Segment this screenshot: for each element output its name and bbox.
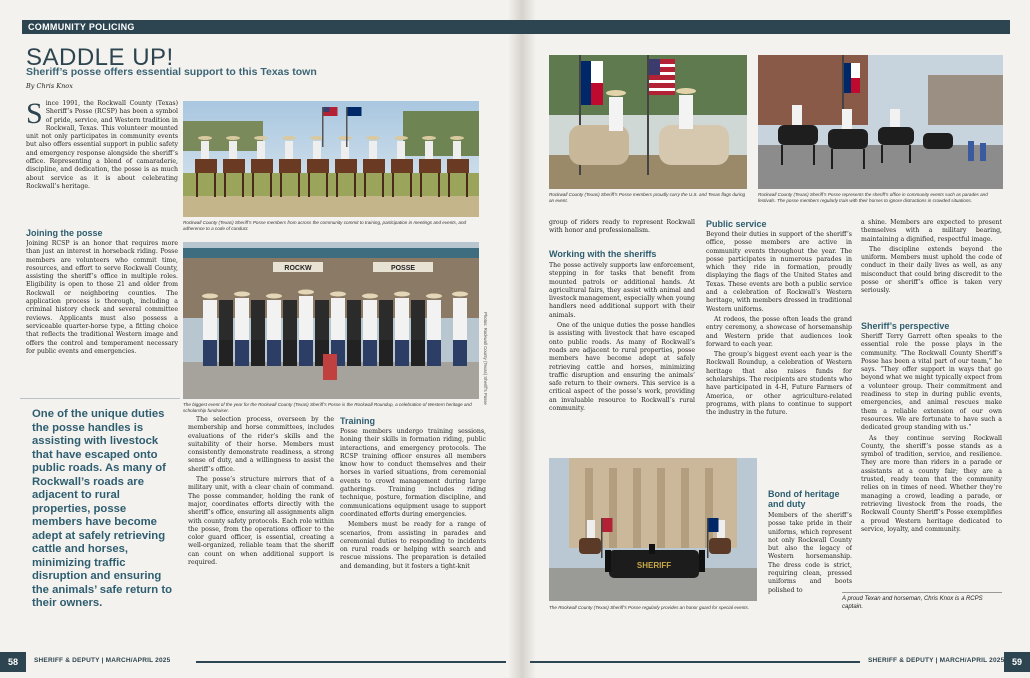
heading-heritage: Bond of heritage and duty xyxy=(768,489,840,509)
page-number-left: 58 xyxy=(0,652,26,672)
sheriff-paragraph-2: As they continue serving Rockwall County, the sheriff’s posse stands as a symbol of tradition, service, and resilience. They are more than riders in a parade or assistants at a county fair; they are a trusted, ready team that the community relies on in times of need. Whether they’re managing a crowd, leading a parade, or retrieving livestock from the roads, the Rockwall County Sheriff’s Posse exemplifies a proud Western heritage dedicated to service, loyalty, and community. xyxy=(861,434,1002,533)
training-paragraph-2: Members must be ready for a range of scenarios, from assisting in parades and ceremonial duties to responding to incidents on rural roads or helping with search and rescue missions. The preparation is detailed and demanding, but it fosters a tight-knit xyxy=(340,521,486,570)
posse-group-illustration xyxy=(183,242,479,399)
page-number-right: 59 xyxy=(1004,652,1030,672)
building-sign-text: ROCKW xyxy=(284,265,312,272)
posse-sign-text: POSSE xyxy=(390,265,416,272)
selection-paragraph-1: The selection process, overseen by the membership and horse committees, includes evaluations of the rider’s skills and the suitability of their horse. Members must consistently demonstrate readiness, a strong sense of duty, and a willingness to assist the sheriff’s office. xyxy=(188,416,334,473)
intro-text xyxy=(26,100,178,220)
training-text xyxy=(340,428,486,618)
article-title: SADDLE UP! xyxy=(26,44,174,71)
publication-right: SHERIFF & DEPUTY | MARCH/APRIL 2025 xyxy=(868,657,1005,664)
training-paragraph-1: Posse members undergo training sessions, honing their skills in formation riding, public interactions, and emergency protocols. The RCSP training officer ensures all members know how to conduct themselves and their horses in varied situations, from ceremonial events to crowd management during large gatherings. Training includes riding technique, posture, formation discipline, and communications equipment usage to support coordinated efforts during emergencies. xyxy=(340,428,486,518)
footer-left xyxy=(0,652,510,672)
photo-posse-group xyxy=(183,242,479,399)
caption-photo1: Rockwall County (Texas) Sheriff’s Posse members from across the community commit to training, participation in meetings and events, and adherence to a code of conduct. xyxy=(183,220,467,231)
author-note: A proud Texan and horseman, Chris Knox is a RCPS captain. xyxy=(842,592,1002,611)
heading-joining: Joining the posse xyxy=(26,228,103,238)
section-header: COMMUNITY POLICING xyxy=(22,20,1010,34)
photo-flag-bearers xyxy=(549,55,747,189)
working-paragraph-1: The posse actively supports law enforcement, stepping in for tasks that benefit from mounted patrols or additional hands. At agricultural fairs, they assist with animal and livestock management, especially when young handlers need additional support with their animals. xyxy=(549,262,695,319)
heritage-paragraph: Members of the sheriff’s posse take pride in their uniforms, which represent not only Rockwall County but also the legacy of Western horsemanship. The dress code is strict, requiring clean, pressed uniforms and boots polished to xyxy=(768,512,852,594)
caption-photo3: Rockwall County (Texas) Sheriff’s Posse members proudly carry the U.S. and Texas flags during an event. xyxy=(549,192,746,203)
caption-photo4: Rockwall County (Texas) Sheriff’s Posse represents the sheriff’s office in community events such as parades and festivals. The posse members regularly train with their horses to ignore distractions in crowded situations. xyxy=(758,192,988,203)
selection-paragraph-2: The posse’s structure mirrors that of a military unit, with a clear chain of command. The posse commander, holding the rank of major, coordinates efforts directly with the sheriff’s office, ensuring all assignments align with county safety protocols. Each role within the posse, from the operations officer to the color guard officer, is essential, creating a well-organized, reliable team that the sheriff can count on when additional support is required. xyxy=(188,476,334,567)
sheriff-paragraph-1: Sheriff Terry Garrett often speaks to the essential role the posse plays in the community. “The Rockwall County Sheriff’s Posse has been a vital part of our team,” he says. “They offer support in ways that go beyond what we might typically expect from a volunteer group. Their commitment and readiness to step in during public events, emergencies, and animal rescues make them a reliable extension of our own resources. We are fortunate to have such a dedicated group standing with us.” xyxy=(861,333,1002,432)
pull-quote: One of the unique duties the posse handles is assisting with livestock that have escaped onto public roads. As many of Rockwall’s roads are adjacent to rural properties, posse members have become adept at safely retrieving cattle and horses, minimizing traffic disruption and ensuring the animals’ safe return to their owners. xyxy=(32,408,172,609)
caption-photo5: The Rockwall County (Texas) Sheriff’s Posse regularly provides an honor guard for special events. xyxy=(549,605,750,610)
heading-sheriff: Sheriff’s perspective xyxy=(861,321,950,331)
heading-working: Working with the sheriffs xyxy=(549,249,657,259)
far-column-paragraph-2: The discipline extends beyond the uniform. Members must uphold the code of conduct in their daily lives as well, as any misconduct that could bring discredit to the posse or sheriff’s office is taken very seriously. xyxy=(861,245,1002,295)
far-column-text xyxy=(861,219,1002,315)
footer-right xyxy=(530,652,1030,672)
footer-rule-left xyxy=(196,661,506,663)
photo-parade xyxy=(758,55,1003,189)
heritage-text xyxy=(768,512,852,632)
byline: By Chris Knox xyxy=(26,82,73,90)
parade-illustration xyxy=(758,55,1003,189)
public-service-paragraph-2: At rodeos, the posse often leads the grand entry ceremony, a showcase of horsemanship and Western pride that audiences look forward to each year. xyxy=(706,315,852,348)
page-gutter xyxy=(508,0,536,678)
heading-public-service: Public service xyxy=(706,219,767,229)
working-paragraph-2: One of the unique duties the posse handles is assisting with livestock that have escaped onto public roads. As many of Rockwall’s roads are adjacent to rural properties, posse members have become adept at safely retrieving cattle and horses, minimizing traffic disruption and ensuring the animals’ safe return to their owners. This service is a critical aspect of the posse’s work, providing an invaluable resource to Rockwall’s rural community. xyxy=(549,322,695,413)
joining-text xyxy=(26,240,178,394)
flag-bearers-illustration xyxy=(549,55,747,189)
sheriff-text xyxy=(861,333,1002,587)
intro-paragraph: ince 1991, the Rockwall County (Texas) Sheriff’s Posse (RCSP) has been a symbol of pride, service, and Western tradition in Rockwall, Texas. This volunteer mounted unit not only participates in community events but also offers essential support in public safety and emergency response alongside the sheriff’s office. Representing a blend of camaraderie, discipline, and dedication, the posse is as much about service as it is about celebrating Rockwall’s heritage. xyxy=(26,100,178,190)
heading-training: Training xyxy=(340,416,376,426)
photo-posse-lineup xyxy=(183,101,479,217)
posse-lineup-illustration xyxy=(183,101,479,217)
publication-left: SHERIFF & DEPUTY | MARCH/APRIL 2025 xyxy=(34,657,171,664)
article-subtitle: Sheriff’s posse offers essential support to this Texas town xyxy=(26,66,317,78)
photo-credit: Photos: Rockwall County (Texas) Sheriff’s Posse xyxy=(483,312,488,405)
public-service-paragraph-1: Beyond their duties in support of the sheriff’s office, posse members are active in community events throughout the year. The posse participates in numerous parades in which they ride in formation, proudly displaying the flags of the United States and Texas. These events are both a public service and a celebration of Rockwall’s Western heritage, with members dressed in traditional Western uniforms. xyxy=(706,231,852,313)
joining-paragraph: Joining RCSP is an honor that requires more than just an interest in horseback riding. Posse members are volunteers who commit time, resources, and effort to serve Rockwall County, assisting the sheriff’s office in multiple roles. Eligibility is open to those 21 and older from Rockwall or neighboring counties. The application process is thorough, including a criminal history check and several committee reviews. Applicants must also possess a serviceable quarter-horse type, a fitting choice that reflects the traditional Western image and offers the control and temperament necessary for public events and emergencies. xyxy=(26,240,178,355)
public-service-paragraph-3: The group’s biggest event each year is the Rockwall Roundup, a celebration of Western heritage that also raises funds for scholarships. The recipients are students who have participated in 4-H, Future Farmers of America, or other agriculture-related programs, with plans to continue to support the industry in the future. xyxy=(706,351,852,417)
caption-photo2: The biggest event of the year for the Rockwall County (Texas) Sheriff’s Posse is the Rockwall Roundup, a celebration of Western heritage and scholarship fundraiser. xyxy=(183,402,472,413)
continuation-text xyxy=(549,219,695,239)
continuation-paragraph: group of riders ready to represent Rockwall with honor and professionalism. xyxy=(549,219,695,235)
car-sheriff-text: SHERIFF xyxy=(636,561,672,570)
drop-cap: S xyxy=(26,100,43,130)
working-text xyxy=(549,262,695,454)
public-service-text xyxy=(706,231,852,483)
selection-text xyxy=(188,416,334,616)
pull-quote-rule xyxy=(20,398,180,399)
far-column-paragraph-1: a shine. Members are expected to present themselves with a military bearing, maintaining a dignified, respectful image. xyxy=(861,219,1002,243)
footer-rule-right xyxy=(530,661,860,663)
